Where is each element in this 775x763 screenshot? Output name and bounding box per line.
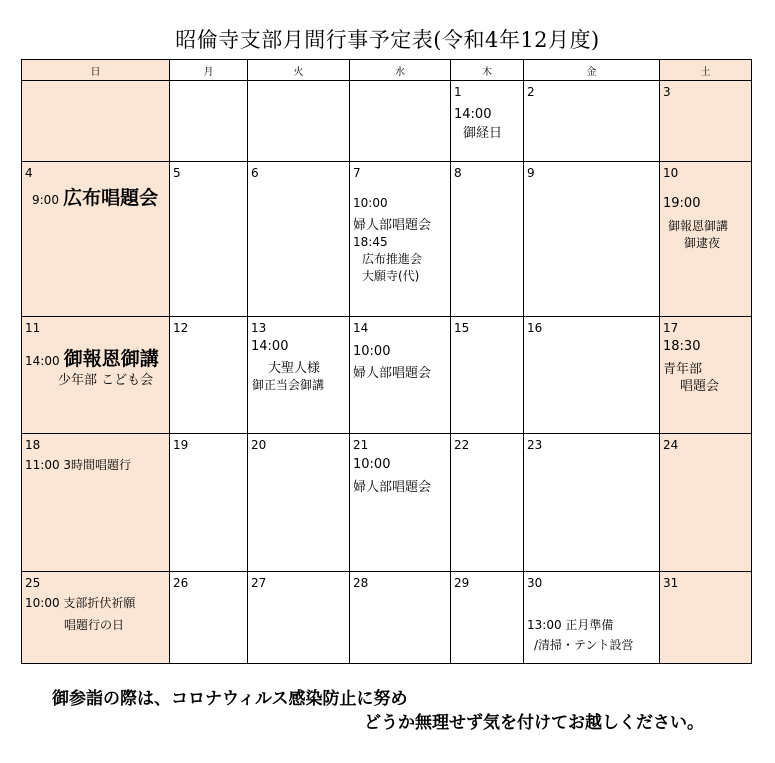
day-number: 26 — [173, 576, 189, 591]
day-number: 27 — [251, 576, 267, 591]
day-number: 14 — [353, 320, 369, 335]
day-number: 28 — [353, 576, 369, 591]
empty-cell — [22, 81, 170, 162]
weekday-header-row — [22, 60, 752, 81]
event-name: 御報恩御講 — [63, 347, 159, 370]
day-cell-10 — [660, 161, 752, 316]
day-cell-18 — [22, 434, 170, 572]
day-cell-13 — [248, 316, 350, 434]
day-number: 23 — [527, 438, 543, 453]
day-number: 7 — [353, 165, 361, 180]
day-number: 5 — [173, 165, 181, 180]
day-number: 4 — [25, 165, 33, 180]
day-cell-22 — [451, 434, 524, 572]
event-name: 唱題会 — [680, 378, 720, 394]
calendar-table — [21, 59, 752, 664]
event-name: 御正当会御講 — [252, 377, 325, 392]
weekday-tue: 火 — [248, 60, 350, 81]
day-number: 13 — [251, 320, 267, 335]
day-cell-28 — [350, 572, 451, 664]
event-name: 婦人部唱題会 — [353, 365, 432, 381]
day-cell-16 — [524, 316, 660, 434]
event-name: 広布推進会 — [362, 251, 423, 266]
day-number: 8 — [454, 165, 462, 180]
day-cell-9 — [524, 161, 660, 316]
week-row-2 — [22, 161, 752, 316]
empty-cell — [248, 81, 350, 162]
event-name: 御逮夜 — [684, 235, 721, 250]
event-name: 婦人部唱題会 — [353, 480, 432, 496]
day-number: 19 — [173, 438, 189, 453]
weekday-sat: 土 — [660, 60, 752, 81]
day-number: 22 — [454, 438, 470, 453]
weekday-mon: 月 — [170, 60, 248, 81]
event-name: 大聖人様 — [268, 360, 321, 376]
day-cell-15 — [451, 316, 524, 434]
day-cell-17 — [660, 316, 752, 434]
event-name: 少年部 こども会 — [58, 372, 154, 388]
day-cell-23 — [524, 434, 660, 572]
day-cell-14 — [350, 316, 451, 434]
day-number: 31 — [663, 576, 679, 591]
empty-cell — [350, 81, 451, 162]
day-cell-3 — [660, 81, 752, 162]
event-time: 18:45 — [353, 234, 388, 249]
day-number: 2 — [527, 85, 535, 100]
event-time: 14:00 — [25, 353, 60, 368]
day-number: 1 — [454, 85, 462, 100]
day-cell-24 — [660, 434, 752, 572]
day-cell-2 — [524, 81, 660, 162]
day-cell-1 — [451, 81, 524, 162]
day-cell-7 — [350, 161, 451, 316]
day-cell-5 — [170, 161, 248, 316]
event-time: 19:00 — [663, 195, 701, 211]
event-line: /清掃・テント設営 — [534, 638, 634, 653]
day-number: 21 — [353, 438, 369, 453]
event-line — [32, 186, 169, 209]
event-line — [25, 347, 169, 370]
day-number: 24 — [663, 438, 679, 453]
day-number: 30 — [527, 576, 543, 591]
week-row-5 — [22, 572, 752, 664]
day-number: 12 — [173, 320, 189, 335]
event-line: 10:00 支部折伏祈願 — [25, 596, 136, 611]
event-name: 広布唱題会 — [63, 186, 159, 209]
day-number: 9 — [527, 165, 535, 180]
page-title: 昭倫寺支部月間行事予定表(令和4年12月度) — [175, 28, 600, 52]
day-number: 3 — [663, 85, 671, 100]
week-row-4 — [22, 434, 752, 572]
day-cell-26 — [170, 572, 248, 664]
week-row-3 — [22, 316, 752, 434]
event-line: 11:00 3時間唱題行 — [25, 458, 132, 473]
day-number: 15 — [454, 320, 470, 335]
event-time: 10:00 — [353, 195, 388, 210]
day-number: 25 — [25, 576, 41, 591]
day-cell-6 — [248, 161, 350, 316]
event-name: 青年部 — [663, 361, 703, 377]
day-number: 17 — [663, 320, 679, 335]
weekday-sun: 日 — [22, 60, 170, 81]
weekday-wed: 水 — [350, 60, 451, 81]
day-cell-20 — [248, 434, 350, 572]
day-number: 18 — [25, 438, 41, 453]
day-cell-31 — [660, 572, 752, 664]
day-cell-30 — [524, 572, 660, 664]
event-name: 御報恩御講 — [668, 218, 729, 233]
day-cell-4 — [22, 161, 170, 316]
event-name: 大願寺(代) — [362, 268, 420, 283]
event-time: 18:30 — [663, 338, 701, 354]
week-row-1 — [22, 81, 752, 162]
event-line: 13:00 正月準備 — [527, 618, 614, 633]
footer-notice-line1: 御参詣の際は、コロナウィルス感染防止に努め — [52, 689, 408, 709]
event-line: 唱題行の日 — [64, 618, 125, 633]
day-cell-8 — [451, 161, 524, 316]
day-number: 11 — [25, 320, 41, 335]
footer-notice-line2: どうか無理せず気を付けてお越しください。 — [364, 713, 704, 733]
day-number: 29 — [454, 576, 470, 591]
day-cell-19 — [170, 434, 248, 572]
day-cell-29 — [451, 572, 524, 664]
empty-cell — [170, 81, 248, 162]
day-number: 10 — [663, 165, 679, 180]
day-cell-12 — [170, 316, 248, 434]
weekday-fri: 金 — [524, 60, 660, 81]
weekday-thu: 木 — [451, 60, 524, 81]
day-cell-25 — [22, 572, 170, 664]
day-number: 20 — [251, 438, 267, 453]
event-time: 10:00 — [353, 343, 391, 359]
event-name: 御経日 — [463, 126, 503, 142]
day-cell-21 — [350, 434, 451, 572]
event-time: 14:00 — [251, 338, 289, 354]
event-time: 10:00 — [353, 457, 391, 473]
day-number: 6 — [251, 165, 259, 180]
event-name: 婦人部唱題会 — [353, 217, 432, 233]
event-time: 9:00 — [32, 192, 59, 207]
day-number: 16 — [527, 320, 543, 335]
event-time: 14:00 — [454, 107, 492, 123]
day-cell-27 — [248, 572, 350, 664]
day-cell-11 — [22, 316, 170, 434]
